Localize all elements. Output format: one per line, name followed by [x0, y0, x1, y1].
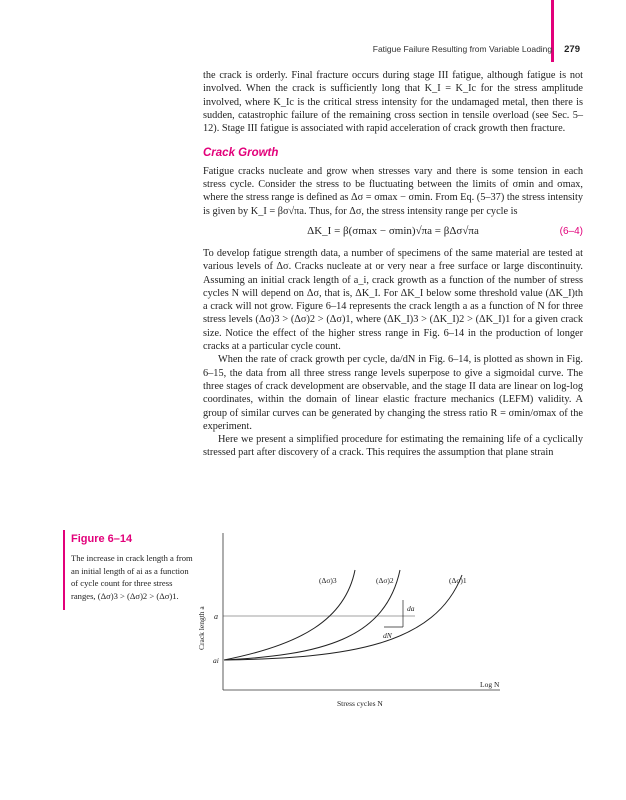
da-label: da	[407, 604, 415, 613]
log-n-label: Log N	[480, 680, 500, 689]
curve-label-2: (Δσ)2	[376, 576, 394, 585]
curve-delta-sigma-2	[224, 570, 400, 660]
running-title: Fatigue Failure Resulting from Variable Loading	[372, 44, 553, 54]
paragraph-4: When the rate of crack growth per cycle, da/dN in Fig. 6–14, is plotted as shown in Fig. 6–15, the data from all three stress range levels superpose to give a sigmoidal curve. The three stages of crack development are observable, and the stage II data are linear on log-log coordinates, within the domain of linear elastic fracture mechanics (LEFM) validity. A group of similar curves can be generated by changing the stress ratio R = σmin/σmax of the experiment.	[203, 354, 583, 432]
paragraph-1: the crack is orderly. Final fracture occurs during stage III fatigue, although fatigue is not involved. When the crack is sufficiently long that K_I = K_Ic for the stress amplitude involved, where K_Ic is the critical stress intensity for the undamaged metal, then there is sudden, catastrophic failure of the remaining cross section in tensile overload (see Sec. 5–12). Stage III fatigue is associated with rapid acceleration of crack growth then fracture.	[203, 70, 583, 135]
curve-delta-sigma-1	[224, 575, 462, 660]
paragraph-3: To develop fatigue strength data, a number of specimens of the same material are tested at various levels of Δσ. Cracks nucleate at or very near a free surface or large discontinuity. Assuming an initial crack length of a_i, crack growth as a function of the number of stress cycles N will depend on Δσ, that is, ΔK_I. For ΔK_I below some threshold value (ΔK_I)th a crack will not grow. Figure 6–14 represents the crack length a as a function of N for three stress levels (Δσ)3 > (Δσ)2 > (Δσ)1, where (ΔK_I)3 > (ΔK_I)2 > (ΔK_I)1 for a given crack size. Notice the effect of the higher stress range in Fig. 6–14 in the production of longer cracks at a particular cycle count.	[203, 247, 583, 353]
y-axis-label: Crack length a	[197, 606, 206, 650]
figure-caption: The increase in crack length a from an initial length of ai as a function of cycle count for three stress ranges, (Δσ)3 > (Δσ)2 > (Δσ)1.	[71, 553, 193, 601]
dN-label: dN	[383, 631, 392, 640]
equation-body: ΔK_I = β(σmax − σmin)√πa = βΔσ√πa	[307, 224, 479, 237]
ai-tick-label: ai	[213, 656, 219, 665]
equation-number: (6–4)	[559, 225, 583, 237]
x-axis-label: Stress cycles N	[337, 699, 383, 708]
curve-label-1: (Δσ)1	[449, 576, 467, 585]
curve-label-3: (Δσ)3	[319, 576, 337, 585]
paragraph-5: Here we present a simplified procedure for estimating the remaining life of a cyclically stressed part after discovery of a crack. This requires the assumption that plane strain	[203, 434, 583, 459]
a-tick-label: a	[214, 612, 218, 621]
figure-label: Figure 6–14	[71, 533, 133, 545]
section-title: Crack Growth	[203, 147, 279, 160]
page-number: 279	[564, 44, 580, 55]
paragraph-2: Fatigue cracks nucleate and grow when stresses vary and there is some tension in each stress cycle. Consider the stress to be fluctuating between the limits of σmin and σmax, where the stress range is defined as Δσ = σmax − σmin. From Eq. (5–37) the stress intensity is given by K_I = βσ√πa. Thus, for Δσ, the stress intensity range per cycle is	[203, 165, 583, 217]
